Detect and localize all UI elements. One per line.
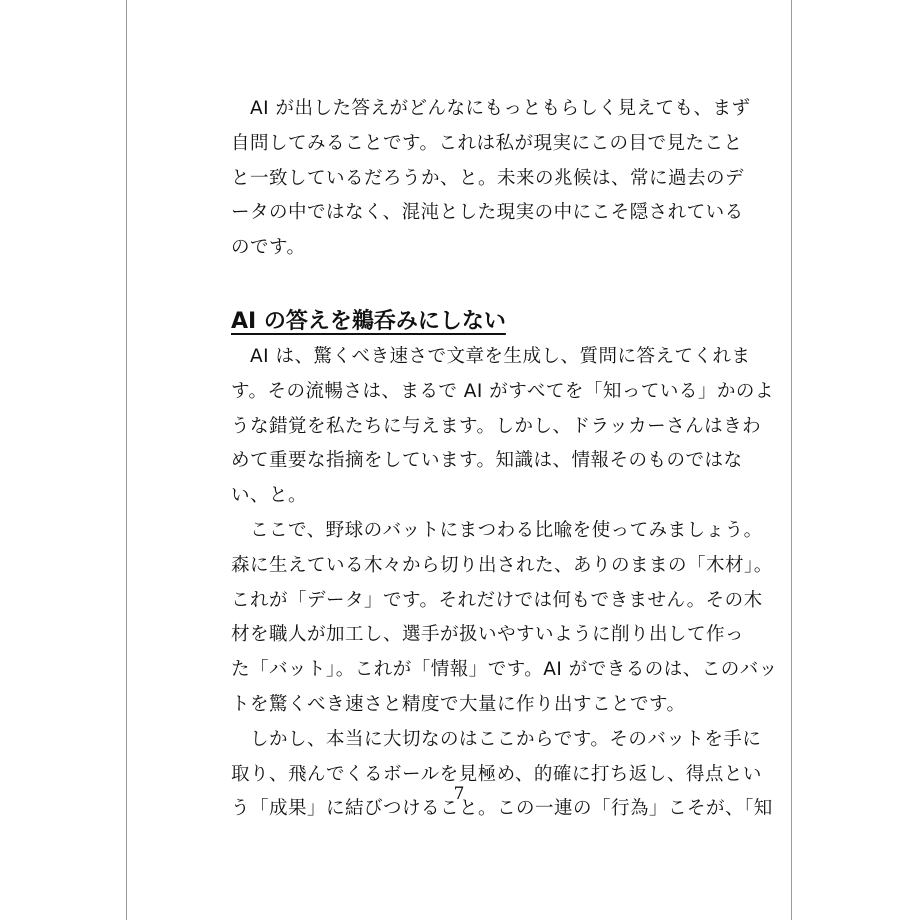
text-line: 材を職人が加工し、選手が扱いやすいように削り出して作っ xyxy=(231,624,745,646)
paragraph-2 xyxy=(231,340,774,514)
text-line: のです。 xyxy=(231,237,306,259)
page-content xyxy=(231,92,778,827)
text-line: た「バット」。これが「情報」です。AI ができるのは、このバッ xyxy=(231,659,778,681)
text-line: す。その流暢さは、まるで AI がすべてを「知っている」かのよ xyxy=(231,380,774,402)
page-number: 7 xyxy=(453,784,465,804)
paragraph-1 xyxy=(231,92,751,266)
text-line: AI は、驚くべき速さで文章を生成し、質問に答えてくれま xyxy=(250,345,751,367)
text-line: と一致しているだろうか、と。未来の兆候は、常に過去のデ xyxy=(231,167,745,189)
text-line: 取り、飛んでくるボールを見極め、的確に打ち返し、得点とい xyxy=(231,763,762,785)
paragraph-4 xyxy=(231,723,773,827)
paragraph-3 xyxy=(231,514,778,723)
text-line: う「成果」に結びつけること。この一連の「行為」こそが、「知 xyxy=(231,798,773,820)
section-heading: AI の答えを鵜呑みにしない xyxy=(231,308,506,334)
text-line: めて重要な指摘をしています。知識は、情報そのものではな xyxy=(231,450,743,472)
book-page xyxy=(126,0,792,920)
text-line: 自問してみることです。これは私が現実にこの目で見たこと xyxy=(231,132,743,154)
text-line: トを驚くべき速さと精度で大量に作り出すことです。 xyxy=(231,693,686,715)
text-line: ここで、野球のバットにまつわる比喩を使ってみましょう。 xyxy=(250,519,763,541)
text-line: AI が出した答えがどんなにもっともらしく見えても、まず xyxy=(250,98,751,119)
text-line: い、と。 xyxy=(231,485,308,507)
text-line: 森に生えている木々から切り出された、ありのままの「木材」。 xyxy=(231,554,773,576)
text-line: しかし、本当に大切なのはここからです。そのバットを手に xyxy=(250,728,762,750)
text-line: うな錯覚を私たちに与えます。しかし、ドラッカーさんはきわ xyxy=(231,415,762,437)
text-line: ータの中ではなく、混沌とした現実の中にこそ隠されている xyxy=(231,202,744,224)
text-line: これが「データ」です。それだけでは何もできません。その木 xyxy=(231,589,763,611)
